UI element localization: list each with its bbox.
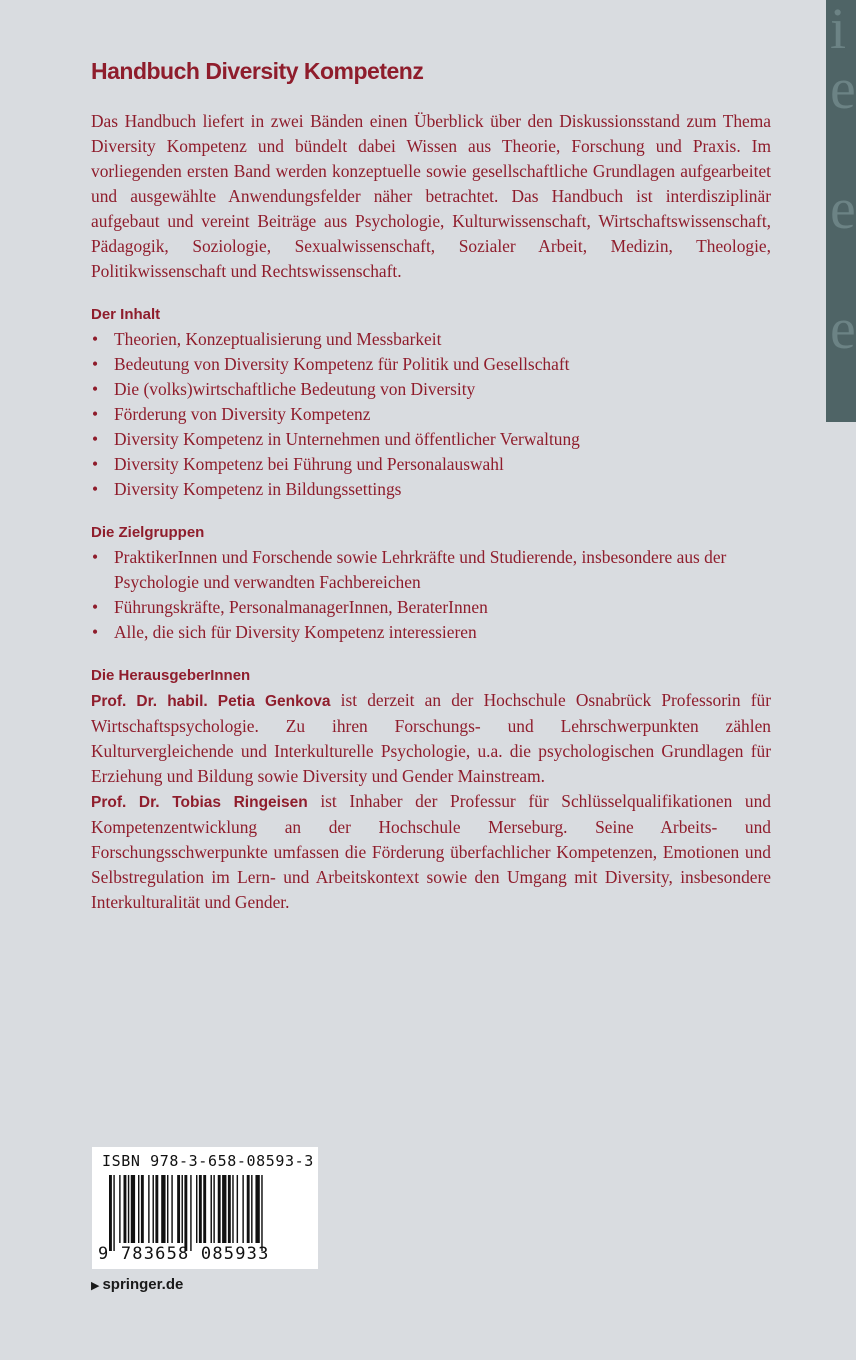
barcode-bar xyxy=(222,1175,226,1243)
editor-description: ist Inhaber der Professur für Schlüsselqualifikationen und Kompetenzentwicklung an der Hochschule Merseburg. Seine Arbeits- und Forschungsschwerpunkte umfassen die Förderung überfachlicher Kompetenzen, Emotionen und Selbstregulation im Lern- und Arbeitskontext sowie den Umgang mit Diversity, insbesondere Interkulturalität und Gender. xyxy=(91,791,771,912)
list-item: • Förderung von Diversity Kompetenz xyxy=(91,402,771,427)
inhalt-heading: Der Inhalt xyxy=(91,306,161,323)
website-text: springer.de xyxy=(102,1276,184,1293)
barcode-bar xyxy=(155,1175,158,1243)
spine-decoration: e xyxy=(830,56,856,121)
barcode-bar xyxy=(261,1175,262,1251)
inhalt-section xyxy=(91,303,771,502)
barcode-bar xyxy=(242,1175,243,1243)
spine-strip xyxy=(826,0,856,422)
barcode-bar xyxy=(211,1175,212,1243)
barcode-bar xyxy=(128,1175,129,1243)
barcode-bar xyxy=(237,1175,238,1243)
barcode-bar xyxy=(113,1175,114,1251)
list-item: • Bedeutung von Diversity Kompetenz für Politik und Gesellschaft xyxy=(91,352,771,377)
barcode-bar xyxy=(177,1175,180,1243)
zielgruppen-heading: Die Zielgruppen xyxy=(91,524,205,541)
zielgruppen-list xyxy=(91,545,771,645)
zielgruppen-section xyxy=(91,521,771,645)
barcode-bar xyxy=(255,1175,259,1243)
barcode-bar xyxy=(153,1175,154,1243)
barcode-bar xyxy=(109,1175,112,1251)
barcode-bar xyxy=(138,1175,139,1243)
isbn-label: ISBN 978-3-658-08593-3 xyxy=(102,1152,314,1170)
barcode-bar xyxy=(119,1175,120,1243)
barcode-bar xyxy=(232,1175,233,1243)
barcode-bar xyxy=(203,1175,206,1243)
list-item: • Die (volks)wirtschaftliche Bedeutung von Diversity xyxy=(91,377,771,402)
editor-name: Prof. Dr. Tobias Ringeisen xyxy=(91,794,308,811)
spine-decoration: e xyxy=(830,296,856,361)
barcode-bar xyxy=(182,1175,183,1243)
barcode-bar xyxy=(251,1175,252,1243)
barcode-bar xyxy=(124,1175,127,1243)
barcode-bar xyxy=(161,1175,165,1243)
barcode-digits: 9 783658 085933 xyxy=(98,1244,270,1264)
list-item: • Führungskräfte, PersonalmanagerInnen, BeraterInnen xyxy=(91,595,771,620)
barcode-bar xyxy=(148,1175,149,1243)
inhalt-list xyxy=(91,327,771,502)
barcode-bar xyxy=(196,1175,197,1243)
editor-bio xyxy=(91,688,771,789)
barcode-bar xyxy=(218,1175,221,1243)
barcode-bar xyxy=(190,1175,191,1251)
intro-paragraph: Das Handbuch liefert in zwei Bänden einen Überblick über den Diskussionsstand zum Thema Diversity Kompetenz und bündelt dabei Wissen aus Theorie, Forschung und Praxis. Im vorliegenden ersten Band werden konzeptuelle sowie gesellschaftliche Grundlagen aufgearbeitet und ausgewählte Anwendungsfelder näher betrachtet. Das Handbuch ist interdisziplinär aufgebaut und vereint Beiträge aus Psychologie, Kulturwissenschaft, Wirtschaftswissenschaft, Pädagogik, Soziologie, Sexualwissenschaft, Sozialer Arbeit, Medizin, Theologie, Politikwissenschaft und Rechtswissenschaft. xyxy=(91,111,771,281)
barcode-bar xyxy=(141,1175,144,1243)
book-title: Handbuch Diversity Kompetenz xyxy=(91,58,424,84)
barcode-bar xyxy=(184,1175,187,1251)
list-item: • Alle, die sich für Diversity Kompetenz interessieren xyxy=(91,620,771,645)
editor-description: ist derzeit an der Hochschule Osnabrück Professorin für Wirtschaftspsychologie. Zu ihren Forschungs- und Lehrschwerpunkten zählen Kulturvergleichende und Interkulturelle Psychologie, u.a. die psychologischen Grundlagen für Erziehung und Bildung sowie Diversity und Gender Mainstream. xyxy=(91,690,771,786)
list-item: • Diversity Kompetenz in Bildungssettings xyxy=(91,477,771,502)
editor-name: Prof. Dr. habil. Petia Genkova xyxy=(91,693,331,710)
barcode-bar xyxy=(247,1175,250,1243)
barcode-bar xyxy=(228,1175,231,1243)
list-item: • Diversity Kompetenz bei Führung und Personalauswahl xyxy=(91,452,771,477)
list-item: • PraktikerInnen und Forschende sowie Lehrkräfte und Studierende, insbesondere aus der Psychologie und verwandten Fachbereichen xyxy=(91,545,771,595)
barcode-bar xyxy=(131,1175,135,1243)
arrow-right-icon: ▶ xyxy=(91,1280,100,1292)
barcode-bar xyxy=(167,1175,168,1243)
back-cover-text xyxy=(91,58,771,915)
herausgeber-section xyxy=(91,664,771,915)
spine-decoration: e xyxy=(830,176,856,241)
spine-decoration: i xyxy=(830,0,847,61)
herausgeber-heading: Die HerausgeberInnen xyxy=(91,667,251,684)
barcode-bar xyxy=(171,1175,172,1243)
editor-bio xyxy=(91,789,771,915)
barcode-bar xyxy=(199,1175,202,1243)
publisher-website-link[interactable] xyxy=(91,1276,183,1293)
barcode-bar xyxy=(213,1175,214,1243)
list-item: • Diversity Kompetenz in Unternehmen und öffentlicher Verwaltung xyxy=(91,427,771,452)
isbn-barcode xyxy=(92,1147,318,1269)
list-item: • Theorien, Konzeptualisierung und Messbarkeit xyxy=(91,327,771,352)
